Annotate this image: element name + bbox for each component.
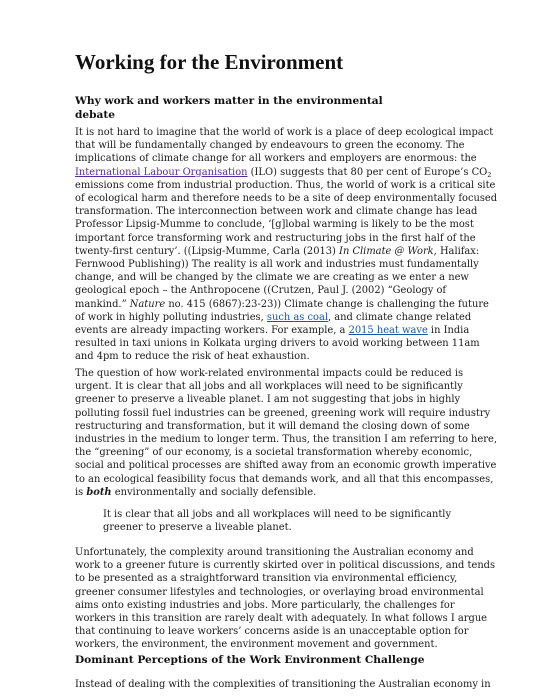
text-line: to be presented as a straightforward transition via environmental efficiency, (75, 573, 458, 585)
text-line (75, 166, 492, 179)
paragraph-complexity (75, 546, 496, 652)
text-line (75, 245, 480, 258)
text-line: It is not hard to imagine that the world of work is a place of deep ecological impact (75, 127, 494, 138)
text-run: , and climate change related (328, 311, 472, 323)
text-line: resulted in taxi unions in Kolkata urging drivers to avoid working between 11am (75, 338, 480, 350)
heading-line: debate (75, 109, 116, 121)
text-run: twenty-first century’. ((Lipsig-Mumme, Carla (2013) (75, 245, 340, 257)
text-line: transformation. The interconnection between work and climate change has lead (75, 206, 478, 218)
quote-line: greener to preserve a liveable planet. (103, 522, 292, 534)
book-title: In Climate @ Work (339, 245, 434, 257)
text-line: and 4pm to reduce the risk of heat exhaustion. (75, 351, 310, 363)
text-line: The question of how work-related environmental impacts could be reduced is (75, 368, 464, 379)
text-line: of ecological harm and therefore needs to be a site of deep environmentally focused (75, 193, 498, 205)
text-line: urgent. It is clear that all jobs and all workplaces will need to be significantly (75, 381, 463, 393)
quote-line: It is clear that all jobs and all workplaces will need to be significantly (103, 509, 452, 520)
text-line (75, 311, 470, 324)
text-line: social and political processes are shifted away from an economic growth imperative (75, 460, 497, 472)
text-line: implications of climate change for all workers and employers are enormous: the (75, 153, 477, 165)
text-line: restructuring and transformation, but it will demand the closing down of some (75, 420, 470, 432)
text-line: geological epoch – the Anthropocene ((Crutzen, Paul J. (2002) “Geology of (75, 285, 447, 297)
text-line: Fernwood Publishing)) The reality is all work and industries must fundamentally (75, 259, 479, 271)
text-line: greener to preserve a liveable planet. I am not suggesting that jobs in highly (75, 394, 461, 406)
subscript: 2 (487, 170, 492, 179)
paragraph-instead (75, 678, 491, 691)
text-line: that continuing to leave workers’ concerns aside is an unacceptable option for (75, 626, 469, 638)
text-line: workers, the environment, the environment movement and government. (75, 639, 438, 651)
paragraph-intro (75, 126, 498, 364)
paragraph-question (75, 367, 497, 499)
text-line: industries in the medium to longer term. Thus, the transition I am referring to here, (75, 434, 497, 446)
text-line: emissions come from industrial production. Thus, the world of work is a critical site (75, 179, 496, 191)
heat-wave-link[interactable]: 2015 heat wave (348, 325, 428, 337)
emphasis: both (86, 486, 112, 498)
text-line: Instead of dealing with the complexities of transitioning the Australian economy in (75, 679, 491, 690)
text-line: Unfortunately, the complexity around transitioning the Australian economy and (75, 547, 474, 558)
text-line: to an ecological feasibility focus that demands work, and all that this encompasses, (75, 473, 494, 485)
text-line: greener consumer lifestyles and technologies, or overlaying broad environmental (75, 586, 484, 598)
text-line: polluting fossil fuel industries can be greened, greening work will require industry (75, 407, 491, 419)
journal-title: Nature (129, 298, 166, 310)
text-line: important force transforming work and restructuring jobs in the first half of the (75, 232, 476, 244)
text-line (75, 324, 470, 337)
text-run: is (75, 486, 87, 498)
text-run: mankind.” (75, 298, 130, 310)
text-line: Professor Lipsig-Mumme to conclude, ‘[g]lobal warming is likely to be the most (75, 219, 474, 231)
text-run: environmentally and socially defensible. (111, 486, 317, 498)
text-line: aims onto existing industries and jobs. More particularly, the challenges for (75, 599, 455, 611)
text-line: workers in this transition are rarely dealt with adequately. In what follows I argue (75, 613, 488, 625)
text-line: work to a greener future is currently skirted over in political discussions, and tends (75, 560, 496, 572)
text-run: of work in highly polluting industries, (75, 311, 267, 323)
text-line (75, 298, 489, 311)
text-run: , Halifax: (433, 245, 480, 257)
text-run: events are already impacting workers. For example, a (75, 325, 349, 337)
section-heading-dominant-perceptions: Dominant Perceptions of the Work Environment Challenge (75, 654, 425, 666)
text-run: in India (427, 325, 470, 337)
text-line: change, and will be changed by the climate we are creating as we enter a new (75, 272, 469, 284)
text-line (75, 486, 470, 499)
text-run: no. 415 (6867):23-23)) Climate change is challenging the future (165, 298, 489, 310)
pull-quote (103, 508, 473, 534)
text-line: that will be fundamentally changed by endeavours to green the economy. The (75, 140, 465, 152)
heading-line: Why work and workers matter in the environmental (75, 95, 383, 107)
page-title: Working for the Environment (75, 50, 344, 74)
text-run: (ILO) suggests that 80 per cent of Europe’s CO (247, 166, 488, 178)
section-heading-why-work (75, 94, 383, 122)
such-as-coal-link[interactable]: such as coal (266, 311, 328, 323)
text-line: the “greening” of our economy, is a societal transformation whereby economic, (75, 447, 473, 459)
ilo-link[interactable]: International Labour Organisation (75, 166, 248, 178)
